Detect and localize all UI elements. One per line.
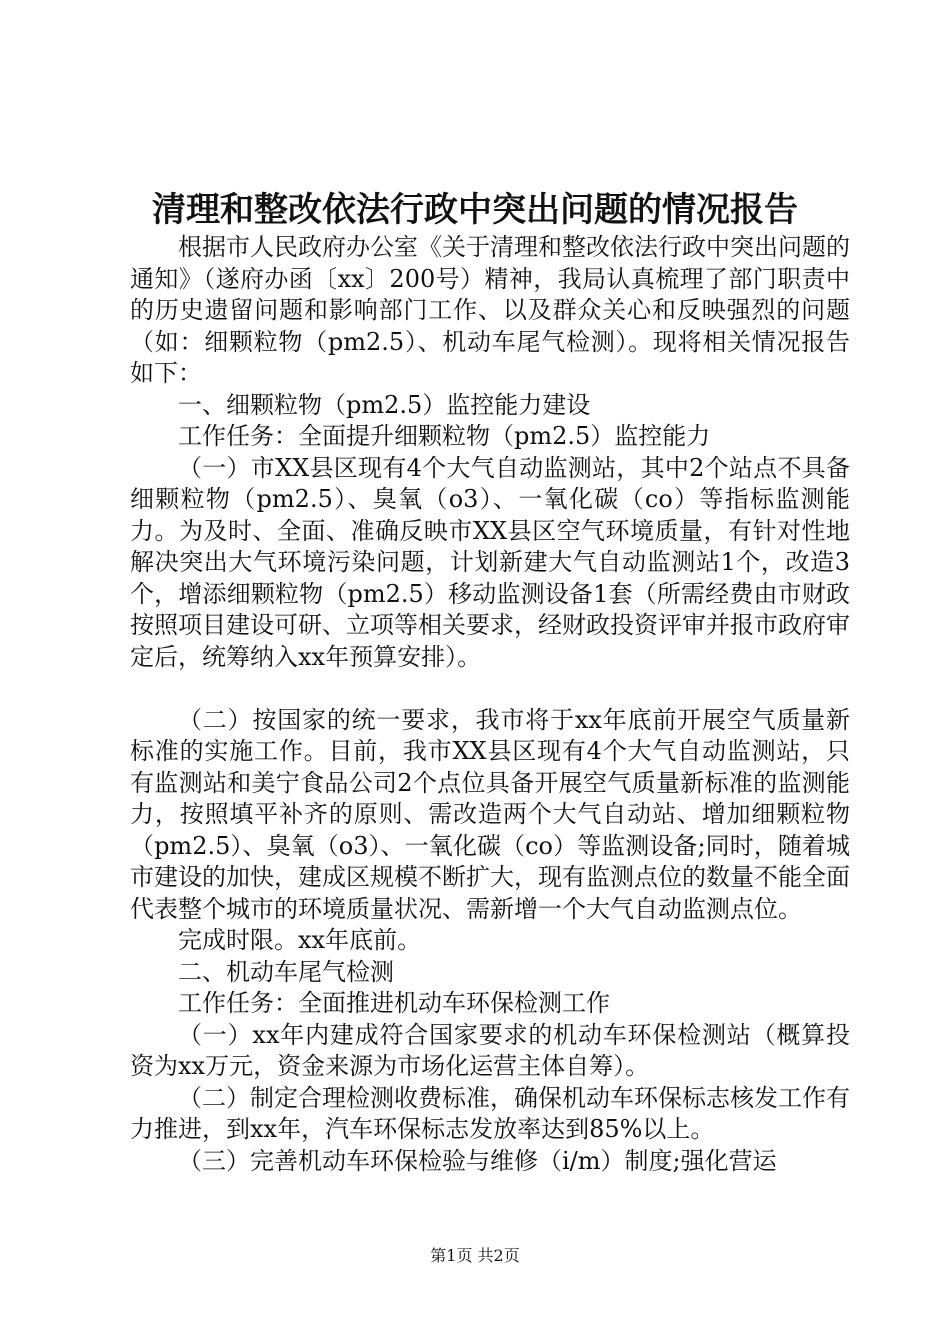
task-line-1: 工作任务：全面提升细颗粒物（pm2.5）监控能力	[178, 422, 711, 450]
paragraph-item-2-2: （二）制定合理检测收费标准，确保机动车环保标志核发工作有力推进，到xx年，汽车环保标志发放率达到85%以上。	[130, 1083, 850, 1143]
paragraph-item-2-1: （一）xx年内建成符合国家要求的机动车环保检测站（概算投资为xx万元，资金来源为市场化运营主体自筹）。	[130, 1020, 850, 1080]
task-line-2: 工作任务：全面推进机动车环保检测工作	[178, 989, 610, 1017]
paragraph-spacer	[130, 673, 850, 705]
paragraph-intro: 根据市人民政府办公室《关于清理和整改依法行政中突出问题的通知》（遂府办函〔xx〕200号）精神，我局认真梳理了部门职责中的历史遗留问题和影响部门工作、以及群众关心和反映强烈的问题（如：细颗粒物（pm2.5）、机动车尾气检测）。现将相关情况报告如下：	[130, 233, 850, 387]
section-heading-2: 二、机动车尾气检测	[178, 957, 394, 986]
paragraph-item-1-2: （二）按国家的统一要求，我市将于xx年底前开展空气质量新标准的实施工作。目前，我市XX县区现有4个大气自动监测站，只有监测站和美宁食品公司2个点位具备开展空气质量新标准的监测能力，按照填平补齐的原则、需改造两个大气自动站、增加细颗粒物（pm2.5）、臭氧（o3）、一氧化碳（co）等监测设备;同时，随着城市建设的加快，建成区规模不断扩大，现有监测点位的数量不能全面代表整个城市的环境质量状况、需新增一个大气自动监测点位。	[130, 705, 850, 923]
document-title: 清理和整改依法行政中突出问题的情况报告	[152, 190, 798, 230]
paragraph-item-2-3: （三）完善机动车环保检验与维修（i/m）制度;强化营运	[178, 1146, 777, 1175]
document-body	[130, 232, 850, 1177]
deadline-line: 完成时限。xx年底前。	[178, 926, 422, 954]
section-heading-1: 一、细颗粒物（pm2.5）监控能力建设	[178, 390, 591, 419]
page-footer: 第1页 共2页	[430, 1246, 520, 1265]
paragraph-item-1-1: （一）市XX县区现有4个大气自动监测站，其中2个站点不具备细颗粒物（pm2.5）、臭氧（o3）、一氧化碳（co）等指标监测能力。为及时、全面、准确反映市XX县区空气环境质量，有针对性地解决突出大气环境污染问题，计划新建大气自动监测站1个，改造3个，增添细颗粒物（pm2.5）移动监测设备1套（所需经费由市财政按照项目建设可研、立项等相关要求，经财政投资评审并报市政府审定后，统筹纳入xx年预算安排）。	[130, 453, 850, 671]
